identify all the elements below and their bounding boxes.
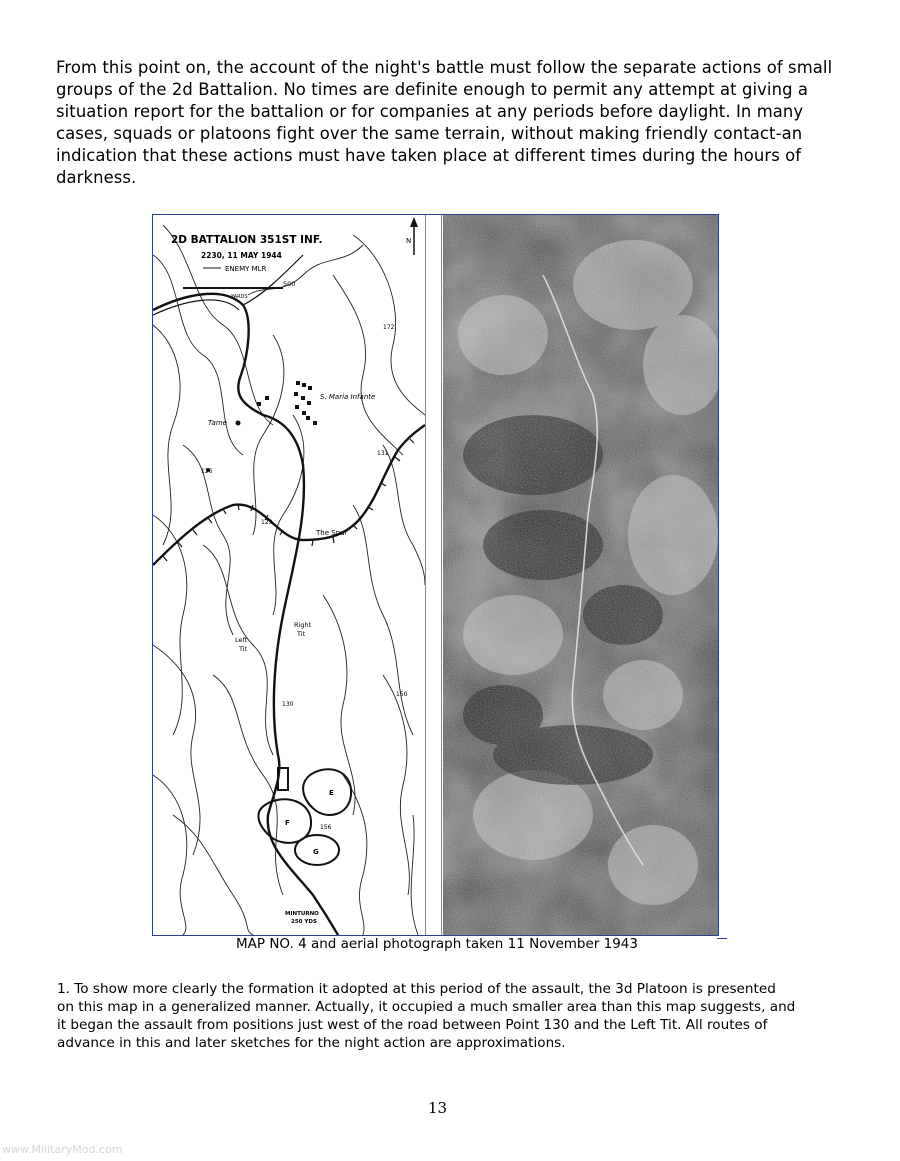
label-right-tit-1: Right [294, 621, 312, 629]
label-156: 156 [320, 824, 332, 831]
label-company-f: F [285, 819, 290, 827]
aerial-photograph [443, 215, 718, 935]
label-the-spur: The Spur [316, 529, 348, 537]
aerial-photo-drawing [443, 215, 718, 935]
company-positions [258, 768, 351, 865]
figure-divider [425, 215, 442, 935]
battalion-map [153, 215, 425, 935]
label-131: 131 [377, 450, 389, 457]
watermark: www.MilitaryMod.com [2, 1143, 123, 1156]
map-drawing [153, 215, 425, 935]
label-minturno-distance: 250 YDS [291, 919, 317, 925]
label-172: 172 [383, 324, 395, 331]
caption-mark [717, 938, 727, 939]
north-label: N [406, 237, 412, 245]
figure-frame [152, 214, 719, 936]
label-150: 150 [396, 691, 408, 698]
label-left-tit-1: Left [235, 636, 248, 644]
label-123: 123 [261, 519, 273, 526]
label-126: 126 [201, 468, 213, 475]
map-time: 2230, 11 MAY 1944 [201, 251, 282, 260]
scale-end: 500 [283, 280, 296, 288]
scale-unit: YARDS [231, 294, 248, 300]
enemy-mlr-line [153, 425, 425, 565]
label-minturno: MINTURNO [285, 911, 319, 917]
figure-caption: MAP NO. 4 and aerial photograph taken 11 November 1943 [236, 936, 638, 952]
page-number: 13 [427, 1099, 448, 1117]
label-company-g: G [313, 848, 319, 856]
label-left-tit-2: Tit [239, 645, 248, 653]
label-right-tit-2: Tit [297, 630, 306, 638]
north-arrow [410, 217, 418, 255]
contour-lines [153, 225, 425, 935]
label-company-e: E [329, 789, 334, 797]
map-legend: ENEMY MLR [225, 265, 267, 273]
enemy-mlr-ticks [163, 439, 414, 561]
intro-paragraph: From this point on, the account of the night's battle must follow the separate actions of small groups of the 2d Battalion. No times are definite enough to permit any attempt at giving a situation report for the battalion or for companies at any periods before daylight. In many cases, squads or platoons fight over the same terrain, without making friendly contact-an indication that these actions must have taken place at different times during the hours of darkness. [56, 58, 833, 187]
map-title: 2D BATTALION 351ST INF. [171, 234, 323, 246]
label-130: 130 [282, 701, 294, 708]
footnote: 1. To show more clearly the formation it adopted at this period of the assault, the 3d Platoon is presented on this map in a generalized manner. Actually, it occupied a much smaller area than this map suggests, and it began the assault from positions just west of the road between Point 130 and the Left Tit. All routes of advance in this and later sketches for the night action are approximations. [57, 981, 796, 1051]
label-tame: Tame [208, 419, 227, 427]
label-santa-maria: S. Maria Infante [320, 393, 376, 401]
